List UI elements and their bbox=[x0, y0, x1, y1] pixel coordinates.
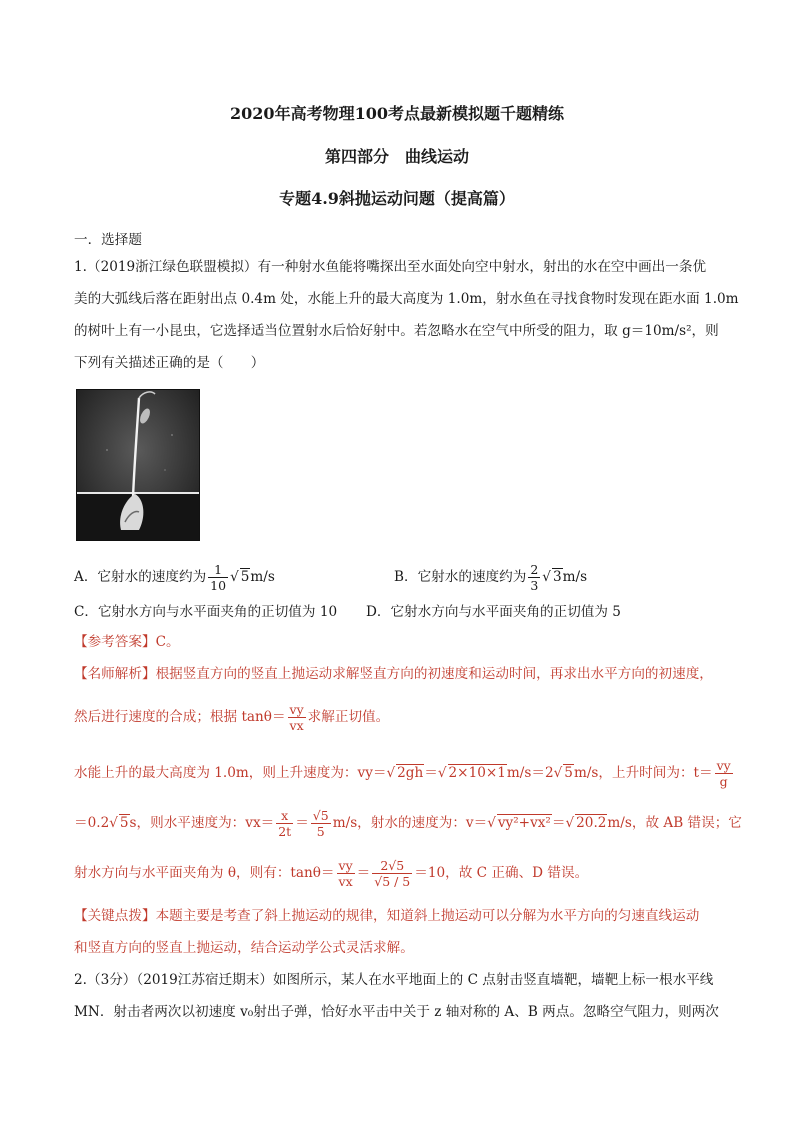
option-a bbox=[74, 562, 275, 593]
sqrt-sign: √ bbox=[109, 815, 118, 831]
vx-numerator-1: x bbox=[276, 808, 293, 824]
analysis-text-3a: 水能上升的最大高度为 1.0m，则上升速度为：vy＝ bbox=[74, 765, 387, 781]
analysis-text-3c: m/s＝2 bbox=[506, 765, 554, 781]
option-a-text: A．它射水的速度约为 bbox=[74, 569, 207, 585]
analysis-text-2: 然后进行速度的合成；根据 tanθ＝ bbox=[74, 709, 286, 725]
vx-fraction-2 bbox=[311, 808, 331, 839]
keypoint-tag: 【关键点拨】 bbox=[74, 908, 156, 924]
radicand-v-sum: vy²+vx² bbox=[497, 815, 551, 831]
analysis-text-5b: ＝ bbox=[356, 865, 371, 881]
analysis-line-3 bbox=[74, 758, 735, 789]
keypoint-line-1 bbox=[74, 906, 699, 926]
q1-line-2: 美的大弧线后落在距射出点 0.4m 处，水能上升的最大高度为 1.0m，射水鱼在寻找食物时发现在距水面 1.0m bbox=[74, 291, 739, 307]
keypoint-text-1: 本题主要是考查了斜上抛运动的规律，知道斜上抛运动可以分解为水平方向的匀速直线运动 bbox=[155, 908, 700, 924]
option-b-fraction bbox=[528, 562, 540, 593]
option-b-radicand: 3 bbox=[552, 569, 562, 585]
analysis-line-4 bbox=[74, 808, 742, 839]
archer-fish-image bbox=[77, 390, 199, 540]
q1-line-1: 1.（2019浙江绿色联盟模拟）有一种射水鱼能将嘴探出至水面处向空中射水，射出的水在空中画出一条优 bbox=[74, 259, 707, 275]
analysis-tag: 【名师解析】 bbox=[74, 666, 156, 682]
doc-title: 2020年高考物理100考点最新模拟题千题精练 bbox=[230, 104, 564, 123]
time-fraction bbox=[715, 758, 733, 789]
archer-fish-photo bbox=[76, 389, 200, 541]
option-b-denominator: 3 bbox=[530, 578, 539, 593]
analysis-text-3d: m/s，上升时间为：t＝ bbox=[573, 765, 713, 781]
option-a-unit: m/s bbox=[250, 569, 275, 585]
vx-numerator-2: √5 bbox=[312, 808, 329, 823]
analysis-text-4b: s，则水平速度为：vx＝ bbox=[129, 815, 275, 831]
vx-denominator-2: 5 bbox=[316, 824, 325, 839]
sqrt-sign: √ bbox=[487, 815, 496, 831]
analysis-text-4a: ＝0.2 bbox=[74, 815, 110, 831]
reference-answer bbox=[74, 632, 180, 652]
tan-value-numerator: 2√5 bbox=[372, 858, 412, 874]
analysis-line-5 bbox=[74, 858, 588, 889]
option-a-radicand: 5 bbox=[240, 569, 250, 585]
option-a-denominator: 10 bbox=[210, 578, 227, 593]
tan-fraction-2 bbox=[337, 858, 355, 889]
q2-line-2: MN．射击者两次以初速度 v₀射出子弹，恰好水平击中关于 z 轴对称的 A、B 两点。忽略空气阻力，则两次 bbox=[74, 1004, 719, 1020]
sqrt-sign: √ bbox=[565, 815, 575, 831]
sqrt-sign: √ bbox=[542, 569, 551, 585]
tan-numerator: vy bbox=[289, 702, 304, 717]
radicand-2x10x1: 2×10×1 bbox=[448, 765, 506, 781]
analysis-line-1 bbox=[74, 664, 713, 684]
tan-value-denominator: √5 / 5 bbox=[374, 874, 411, 889]
analysis-text-4f: m/s，故 AB 错误；它 bbox=[607, 815, 742, 831]
tan2-numerator: vy bbox=[338, 858, 353, 873]
radicand-20-2: 20.2 bbox=[576, 815, 607, 831]
option-a-numerator: 1 bbox=[208, 562, 228, 578]
time-numerator: vy bbox=[716, 758, 731, 773]
analysis-text-4e: ＝ bbox=[551, 815, 566, 831]
option-c: C．它射水方向与水平面夹角的正切值为 10 bbox=[74, 604, 338, 620]
analysis-text-3b: ＝ bbox=[424, 765, 438, 781]
answer-tag: 【参考答案】 bbox=[74, 634, 156, 650]
answer-text: C。 bbox=[155, 634, 180, 650]
option-d: D．它射水方向与水平面夹角的正切值为 5 bbox=[366, 604, 621, 620]
part-title: 第四部分 曲线运动 bbox=[324, 147, 469, 166]
sqrt-sign: √ bbox=[386, 765, 396, 781]
analysis-text-2-end: 求解正切值。 bbox=[307, 709, 390, 725]
option-b bbox=[394, 562, 587, 593]
time-denominator: g bbox=[719, 774, 728, 789]
sqrt-sign: √ bbox=[553, 765, 563, 781]
q1-line-3: 的树叶上有一小昆虫，它选择适当位置射水后恰好射中。若忽略水在空气中所受的阻力，取 g＝10m/s²，则 bbox=[74, 323, 719, 339]
tan-value-fraction bbox=[372, 858, 412, 889]
q2-line-1: 2.（3分）（2019江苏宿迁期末）如图所示，某人在水平地面上的 C 点射击竖直墙靶，墙靶上标一根水平线 bbox=[74, 972, 714, 988]
topic-title: 专题4.9斜抛运动问题（提高篇） bbox=[279, 189, 515, 208]
analysis-text-5c: ＝10，故 C 正确、D 错误。 bbox=[414, 865, 589, 881]
tan-denominator: vx bbox=[289, 718, 304, 733]
radicand-5b: 5 bbox=[119, 815, 129, 831]
radicand-5: 5 bbox=[564, 765, 573, 781]
analysis-text-4c: ＝ bbox=[295, 815, 309, 831]
option-b-text: B．它射水的速度约为 bbox=[394, 569, 527, 585]
vx-denominator-1: 2t bbox=[278, 824, 292, 839]
keypoint-line-2: 和竖直方向的竖直上抛运动，结合运动学公式灵活求解。 bbox=[74, 940, 414, 956]
q1-line-4: 下列有关描述正确的是（ ） bbox=[74, 355, 265, 371]
radicand-2gh: 2gh bbox=[397, 765, 424, 781]
sqrt-sign: √ bbox=[230, 569, 239, 585]
analysis-text-1: 根据竖直方向的竖直上抛运动求解竖直方向的初速度和运动时间，再求出水平方向的初速度， bbox=[155, 666, 713, 682]
option-b-unit: m/s bbox=[562, 569, 588, 585]
analysis-line-2 bbox=[74, 702, 389, 733]
analysis-text-5a: 射水方向与水平面夹角为 θ，则有：tanθ＝ bbox=[74, 865, 335, 881]
vx-fraction-1 bbox=[276, 808, 293, 839]
sqrt-sign: √ bbox=[437, 765, 447, 781]
option-a-fraction bbox=[208, 562, 228, 593]
tan-fraction bbox=[288, 702, 306, 733]
section-heading: 一．选择题 bbox=[74, 232, 142, 248]
analysis-text-4d: m/s，射水的速度为：v＝ bbox=[332, 815, 488, 831]
option-b-numerator: 2 bbox=[530, 562, 539, 577]
tan2-denominator: vx bbox=[338, 874, 353, 889]
